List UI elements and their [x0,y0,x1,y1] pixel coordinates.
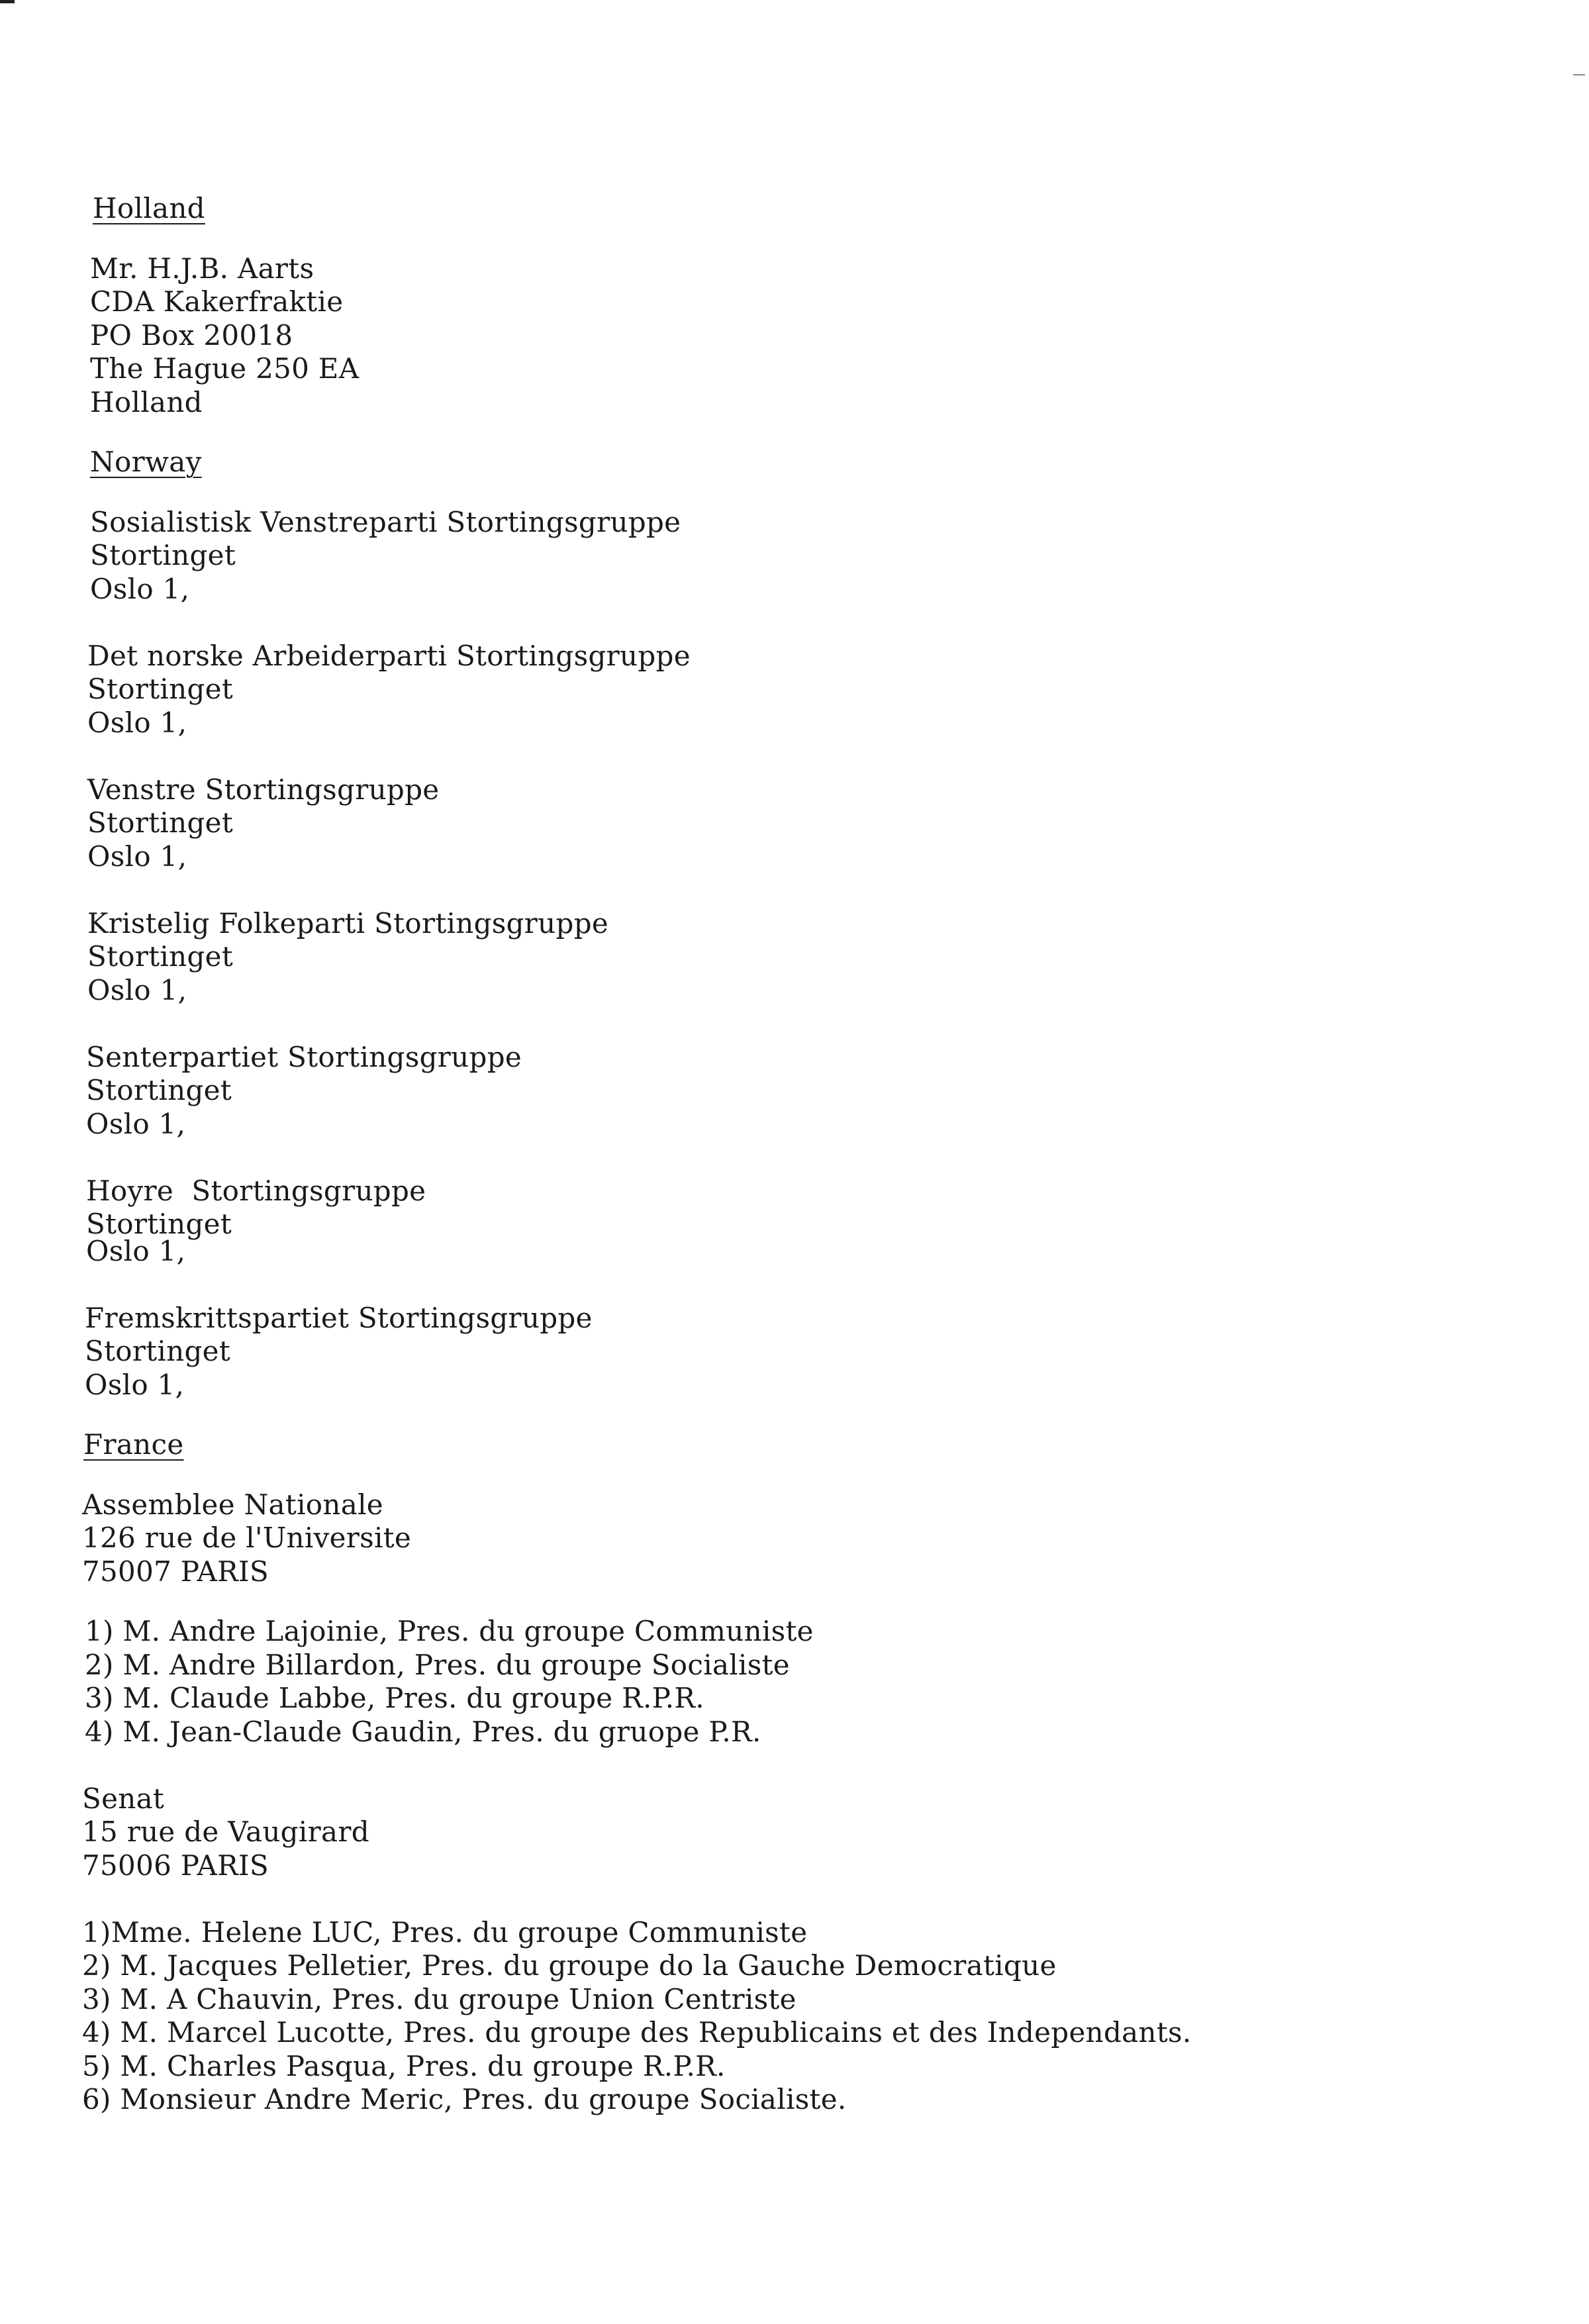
address-line: Holland [90,385,203,418]
member-line: 3) M. Claude Labbe, Pres. du groupe R.P.R. [85,1682,704,1714]
address-line: Oslo 1, [86,1234,186,1267]
member-line: 3) M. A Chauvin, Pres. du groupe Union Centriste [82,1982,796,2015]
address-line: Stortinget [86,1208,232,1240]
address-line: Stortinget [87,673,233,705]
address-line: 75006 PARIS [82,1849,269,1882]
address-line: Oslo 1, [85,1368,185,1401]
address-line: 15 rue de Vaugirard [82,1816,369,1848]
senat-members [82,1916,1536,2117]
norway-entry [90,506,1536,606]
section-norway [79,446,1536,1402]
norway-entry [87,773,1536,874]
address-line: PO Box 20018 [90,318,293,352]
section-france [79,1428,1536,2117]
address-line: Oslo 1, [86,1107,186,1140]
member-line: 2) M. Jacques Pelletier, Pres. du groupe do la Gauche Democratique [82,1949,1057,1982]
address-line: The Hague 250 EA [90,352,360,385]
party-name: Senterpartiet Stortingsgruppe [86,1040,522,1073]
address-line: Assemblee Nationale [82,1488,383,1521]
address-line: Oslo 1, [87,840,187,873]
member-line: 4) M. Marcel Lucotte, Pres. du groupe des Republicains et des Independants. [82,2016,1192,2049]
address-line: Oslo 1, [90,572,190,605]
address-line: Stortinget [90,539,236,571]
heading-france: France [83,1428,184,1461]
heading-holland: Holland [93,192,205,224]
party-name: Kristelig Folkeparti Stortingsgruppe [87,906,609,940]
assemblee-members [85,1615,1536,1749]
address-line: 126 rue de l'Universite [82,1522,412,1554]
party-name: Venstre Stortingsgruppe [87,773,440,806]
member-line: 6) Monsieur Andre Meric, Pres. du groupe Socialiste. [82,2083,847,2115]
member-line: 5) M. Charles Pasqua, Pres. du groupe R.P.R. [82,2049,726,2082]
address-line: CDA Kakerfraktie [90,285,344,318]
holland-address [90,252,1536,420]
party-name: Det norske Arbeiderparti Stortingsgruppe [87,639,691,672]
party-name: Hoyre Stortingsgruppe [86,1174,426,1207]
address-line: 75007 PARIS [82,1555,269,1588]
address-line: Stortinget [87,940,233,973]
address-line: Stortinget [86,1074,232,1106]
member-line: 1)Mme. Helene LUC, Pres. du groupe Communiste [82,1915,808,1949]
heading-norway: Norway [90,446,202,478]
party-name: Fremskrittspartiet Stortingsgruppe [85,1301,593,1334]
address-line: Oslo 1, [87,706,187,739]
address-line: Oslo 1, [87,973,187,1006]
address-line: Mr. H.J.B. Aarts [90,252,314,285]
address-line: Stortinget [85,1335,230,1367]
scan-mark-top-left [0,0,15,3]
section-holland [79,192,1536,419]
address-line: Senat [82,1782,165,1815]
party-name: Sosialistisk Venstreparti Stortingsgruppe [90,505,681,538]
norway-entry [86,1175,1536,1269]
member-line: 1) M. Andre Lajoinie, Pres. du groupe Communiste [85,1615,814,1647]
address-list [79,192,1536,2117]
norway-entry [87,907,1536,1008]
norway-entry [87,640,1536,740]
member-line: 4) M. Jean-Claude Gaudin, Pres. du gruope P.R. [85,1715,761,1748]
norway-entry [85,1302,1536,1402]
member-line: 2) M. Andre Billardon, Pres. du groupe Socialiste [85,1648,790,1681]
address-line: Stortinget [87,806,233,839]
senat-address [82,1782,1536,1883]
assemblee-address [82,1488,1536,1589]
norway-entry [86,1041,1536,1141]
scan-mark-top-right [1573,74,1585,75]
